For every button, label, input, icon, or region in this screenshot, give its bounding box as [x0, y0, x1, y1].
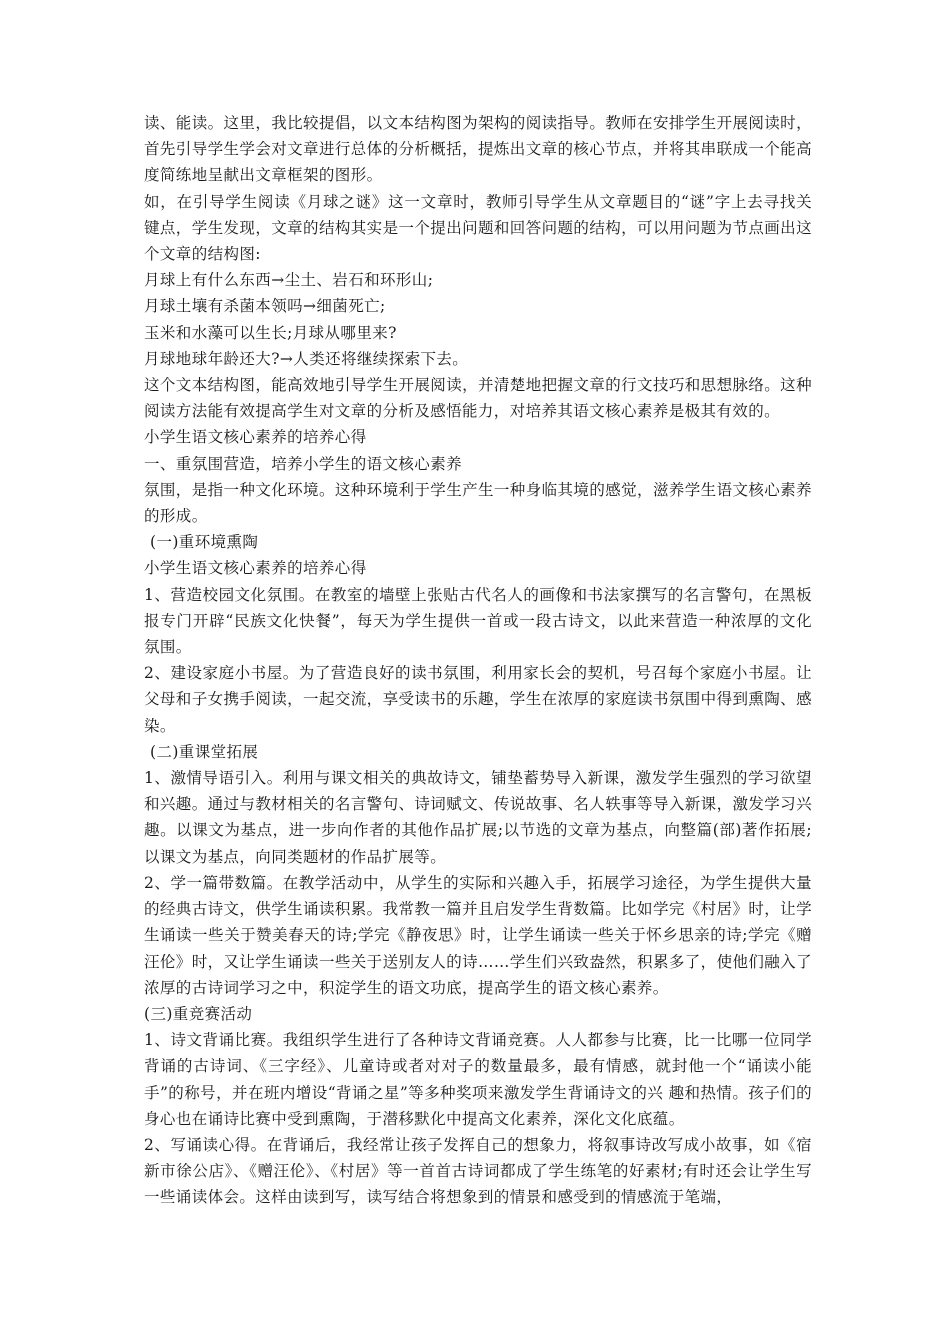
- subheading-competition: (三)重竞赛活动: [144, 1004, 253, 1023]
- structure-line-4: 月球地球年龄还大?→人类还将继续探索下去。: [144, 349, 469, 368]
- structure-line-2: 月球土壤有杀菌本领吗→细菌死亡;: [144, 297, 386, 316]
- heading-atmosphere: 一、重氛围营造，培养小学生的语文核心素养: [144, 454, 463, 473]
- paragraph-recitation-contest: 1、诗文背诵比赛。我组织学生进行了各种诗文背诵竞赛。人人都参与比赛，比一比哪一位同学背诵的古诗词、《三字经》、儿童诗或者对对子的数量最多，最有情感，就封他一个“诵读小能手”的称号，并在班内增设“背诵之星”等多种奖项来激发学生背诵诗文的兴 趣和热情。孩子们的身心也在诵诗比赛中受到熏陶，于潜移默化中提高文化素养，深化文化底蕴。: [144, 1031, 812, 1128]
- paragraph-moon-example: 如，在引导学生阅读《月球之谜》这一文章时，教师引导学生从文章题目的“谜”字上去寻找关键点，学生发现，文章的结构其实是一个提出问题和回答问题的结构，可以用问题为节点画出这个文章的结构图:: [144, 192, 812, 264]
- paragraph-campus-culture: 1、营造校园文化氛围。在教室的墙壁上张贴古代名人的画像和书法家撰写的名言警句，在黑板报专门开辟“民族文化快餐”，每天为学生提供一首或一段古诗文，以此来营造一种浓厚的文化氛围。: [144, 585, 812, 657]
- paragraph-home-library: 2、建设家庭小书屋。为了营造良好的读书氛围，利用家长会的契机，号召每个家庭小书屋。让父母和子女携手阅读，一起交流，享受读书的乐趣，学生在浓厚的家庭读书氛围中得到熏陶、感染。: [144, 664, 812, 735]
- paragraph-one-many: 2、学一篇带数篇。在教学活动中，从学生的实际和兴趣入手，拓展学习途径，为学生提供大量的经典古诗文，供学生诵读积累。我常教一篇并且启发学生背数篇。比如学完《村居》时，让学生诵读一些关于赞美春天的诗;学完《静夜思》时，让学生诵读一些关于怀乡思亲的诗;学完《赠汪伦》时，又让学生诵读一些关于送别友人的诗……学生们兴致盎然，积累多了，使他们融入了浓厚的古诗词学习之中，积淀学生的语文功底，提高学生的语文核心素养。: [144, 873, 812, 997]
- section-title-repeat: 小学生语文核心素养的培养心得: [144, 559, 367, 578]
- paragraph-structure-summary: 这个文本结构图，能高效地引导学生开展阅读，并清楚地把握文章的行文技巧和思想脉络。这种阅读方法能有效提高学生对文章的分析及感悟能力，对培养其语文核心素养是极其有效的。: [144, 376, 812, 421]
- paragraph-atmosphere: 氛围，是指一种文化环境。这种环境利于学生产生一种身临其境的感觉，滋养学生语文核心素养的形成。: [144, 480, 812, 526]
- subheading-environment: (一)重环境熏陶: [150, 533, 259, 552]
- paragraph-lead-in: 1、激情导语引入。利用与课文相关的典故诗文，铺垫蓄势导入新课，激发学生强烈的学习欲望和兴趣。通过与教材相关的名言警句、诗词赋文、传说故事、名人轶事等导入新课，激发学习兴趣。以课文为基点，进一步向作者的其他作品扩展;以节选的文章为基点，向整篇(部)著作拓展;以课文为基点，向同类题材的作品扩展等。: [144, 769, 812, 866]
- paragraph-reading-notes: 2、写诵读心得。在背诵后，我经常让孩子发挥自己的想象力，将叙事诗改写成小故事，如《宿新市徐公店》、《赠汪伦》、《村居》等一首首古诗词都成了学生练笔的好素材;有时还会让学生写一些诵读体会。这样由读到写，读写结合将想象到的情景和感受到的情感流于笔端，: [144, 1135, 812, 1207]
- structure-line-3: 玉米和水藻可以生长;月球从哪里来?: [144, 323, 397, 342]
- section-title: 小学生语文核心素养的培养心得: [144, 428, 367, 447]
- document-body: [144, 110, 812, 1211]
- paragraph-reading-guidance: 读、能读。这里，我比较提倡，以文本结构图为架构的阅读指导。教师在安排学生开展阅读时，首先引导学生学会对文章进行总体的分析概括，提炼出文章的核心节点，并将其串联成一个能高度简练地呈献出文章框架的图形。: [144, 114, 812, 185]
- structure-line-1: 月球上有什么东西→尘土、岩石和环形山;: [144, 271, 434, 290]
- subheading-classroom: (二)重课堂拓展: [150, 742, 259, 761]
